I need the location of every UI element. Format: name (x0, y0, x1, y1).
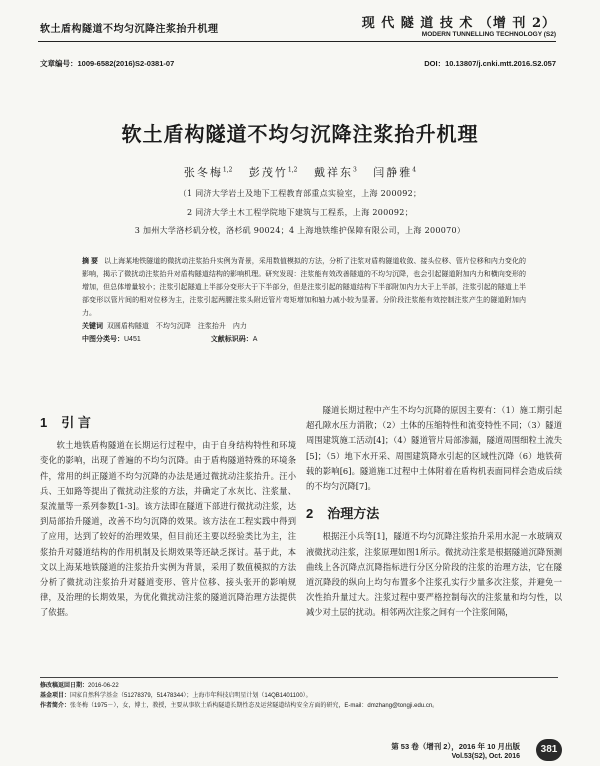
author-list (0, 164, 600, 180)
section-heading: 1 引 言 (40, 415, 91, 430)
section-heading: 2 治理方法 (306, 506, 380, 522)
doi[interactable]: DOI：10.13807/j.cnki.mtt.2016.S2.057 (424, 59, 556, 68)
classification-meta (82, 334, 257, 344)
abstract (82, 255, 526, 320)
author: 张冬梅$^{1,2}$ (183, 166, 233, 179)
right-column (306, 403, 562, 621)
clc-value: U451 (124, 336, 141, 343)
doc-code-value: A (252, 336, 258, 343)
footnote-rule (40, 677, 558, 678)
keywords-text: 双圆盾构隧道 不均匀沉降 注浆抬升 内力 (106, 323, 247, 330)
keywords (82, 321, 247, 331)
author: 彭茂竹$^{1,2}$ (248, 166, 298, 179)
paper-title: 软土盾构隧道不均匀沉降注浆抬升机理 (121, 124, 479, 146)
page-number: 381 (536, 739, 562, 761)
section-paragraph: 软土地铁盾构隧道在长期运行过程中，由于自身结构特性和环境变化的影响，出现了普遍的不均匀沉降。由于盾构隧道特殊的环境条件，常用的纠正隧道不均匀沉降的办法是通过微扰动注浆抬升。汪小兵、王如路等提出了微扰动注浆的方法，并确定了水灰比、注浆量、泵流量等一系列参数[1-3]。该方法即在隧道下部进行微扰动注浆，达到局部抬升隧道，改善不均匀沉降的效果。该方法在工程实践中得到了应用，达到了较好的治理效果，但目前还主要以经验类比为主，注浆抬升对隧道结构的作用机制及长期效果等还缺乏探讨。基于此，本文以上海某地铁隧道的注浆抬升实例为背景，采用了数值模拟的方法分析了微扰动注浆抬升对隧道变形、管片位移、接头张开的影响规律，及治理的长期效果，为优化微扰动注浆的隧道沉降治理方法提供了依据。 (40, 440, 296, 618)
author: 闫静雅$^4$ (373, 166, 417, 179)
abstract-label: 摘 要 (82, 258, 99, 265)
author-bio: 作者简介：张冬梅（1975－），女，博士，教授，主要从事软土盾构隧道长期性态及运营隧道结构安全方面的研究，E-mail：dmzhang@tongji.edu.cn。 (40, 703, 439, 709)
footer-issue-cn: 第 53 卷（增刊 2），2016 年 10 月出版 (391, 742, 520, 751)
section-paragraph: 根据汪小兵等[1]，隧道不均匀沉降注浆抬升采用水泥－水玻璃双液微扰动注浆，注浆原理如图1所示。微扰动注浆是根据隧道沉降预测曲线上各沉降点沉降指标进行分区分阶段的注浆的治理方法，它在隧道沉降段的纵向上均匀布置多个注浆孔实行少量多次注浆，并避免一次性抬升量过大。注浆过程中要严格控制每次的注浆量和均匀性，以减少对土层的扰动。相邻两次注浆之间有一个注浆间隔， (306, 531, 562, 618)
journal-name-en: MODERN TUNNELLING TECHNOLOGY (S2) (421, 31, 556, 38)
left-column (40, 403, 296, 621)
running-title: 软土盾构隧道不均匀沉降注浆抬升机理 (40, 24, 219, 35)
footer-issue-en: Vol.53(S2), Oct. 2016 (451, 753, 520, 760)
affiliation: 2 同济大学土木工程学院地下建筑与工程系，上海 200092； (186, 208, 413, 217)
intro-paragraph: 隧道长期过程中产生不均匀沉降的原因主要有：（1）施工期引起超孔隙水压力消散；（2）土体的压缩特性和流变特性不同；（3）隧道周围建筑施工活动[4]；（4）隧道管片局部渗漏，隧道周围细粒土流失[5]；（5）地下水开采、周围建筑降水引起的区域性沉降（6）地铁荷载的影响[6]。隧道施工过程中土体附着在盾构机表面同样会造成后续的不均匀沉降[7]。 (306, 405, 562, 492)
journal-name-cn: 现 代 隧 道 技 术 （增 刊 2） (361, 16, 556, 31)
header-rule (38, 41, 556, 42)
clc-label: 中图分类号： (82, 336, 124, 343)
keywords-label: 关键词 (82, 323, 103, 330)
abstract-text: 以上海某地铁隧道的微扰动注浆抬升实例为背景，采用数值模拟的方法，分析了注浆对盾构隧道收敛、接头位移、管片位移和内力变化的影响，揭示了微扰动注浆抬升对盾构隧道结构的影响机理。研究发现：注浆能有效改善隧道的不均匀沉降，也会引起隧道附加内力和横向变形的增加，但总体增量较小；注浆引起隧道上半部分变形大于下半部分，但是注浆引起的隧道结构下半部附加内力大于上半部，注浆引起的隧道上半部变形以管片间的相对位移为主，注浆引起两腰注浆头附近管片弯矩增加和轴力减小较为显著。分阶段注浆能有效控制注浆产生的隧道附加内力。 (82, 258, 526, 317)
doc-code-label: 文献标识码： (210, 336, 253, 343)
footnotes (40, 681, 560, 711)
author: 戴祥东$^3$ (313, 166, 357, 179)
affiliation: （1 同济大学岩土及地下工程教育部重点实验室，上海 200092； (178, 189, 422, 198)
article-number: 文章编号：1009-6582(2016)S2-0381-07 (40, 59, 175, 68)
fund-info: 基金项目：国家自然科学基金（51278379，51478344）；上海市年科技启明星计划（14QB1401100）。 (40, 693, 312, 699)
affiliation: 3 加州大学洛杉矶分校，洛杉矶 90024；4 上海地铁维护保障有限公司，上海 200070） (134, 226, 466, 235)
received-date: 修改稿返回日期：2016-06-22 (40, 683, 119, 689)
